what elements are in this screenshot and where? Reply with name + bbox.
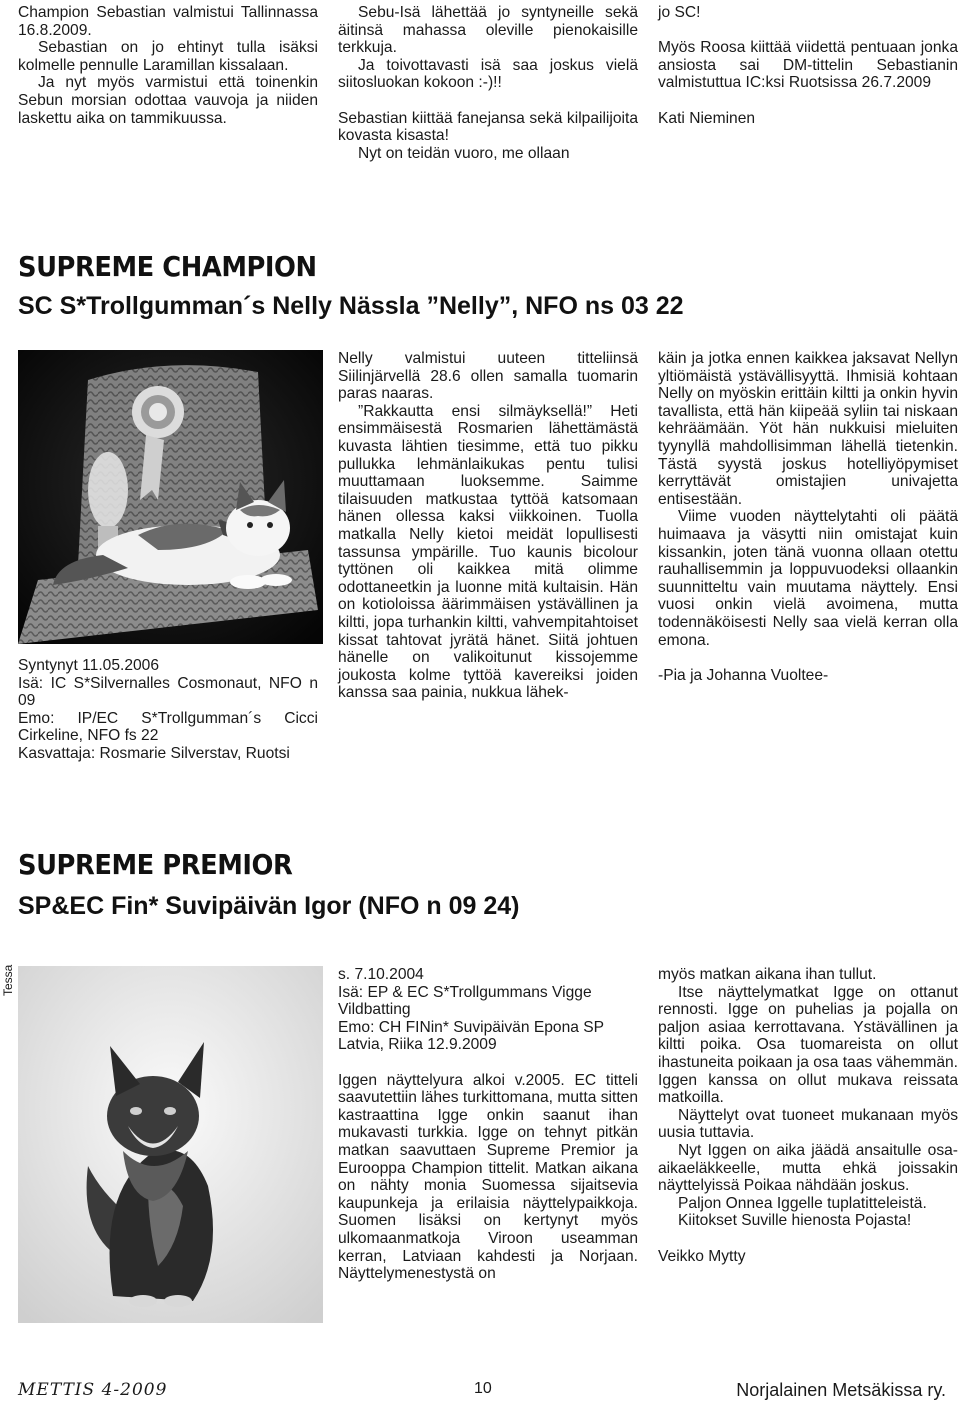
info-line: Kasvattaja: Rosmarie Silverstav, Ruotsi: [18, 744, 290, 762]
section1-column-2: [338, 350, 638, 702]
signature: -Pia ja Johanna Vuoltee-: [658, 666, 829, 684]
paragraph: myös matkan aikana ihan tullut.: [658, 966, 877, 983]
info-line: Isä: EP & EC S*Trollgummans Vigge Vildbatting: [338, 983, 592, 1019]
paragraph: Sebastian kiittää fanejansa sekä kilpailijoita kovasta kisasta!: [338, 109, 638, 145]
photo-credit: Tessa: [1, 964, 15, 996]
paragraph: Paljon Onnea Iggelle tuplatitteleistä.: [678, 1194, 927, 1212]
paragraph: Ja toivottavasti isä saa joskus vielä siitosluokan kokoon :-)!!: [338, 56, 638, 92]
paragraph: Ja nyt myös varmistui että toinenkin Sebun morsian odottaa vauvoja ja niiden laskettu aika on tammikuussa.: [18, 74, 318, 127]
cat-photo-illustration: [18, 350, 323, 644]
page-number: 10: [474, 1380, 492, 1397]
paragraph: Viime vuoden näyttelytahti oli päätä huimaava ja väsytti niin omistajat kuin kissankin, joten tänä vuonna ollaan otettu rauhallisemmin ja loppuvuodeksi ollaankin suunnitteltu vain muutama näyttely. Ensi vuosi onkin vielä avoimena, mutta todennäköisesti Nelly saa vielä kerran olla emona.: [658, 508, 958, 649]
paragraph: Nyt Iggen on aika jäädä ansaitulle osa-aikaeläkkeelle, mutta ehkä joissakin näyttelyissä Poikaa nähdään joskus.: [658, 1141, 958, 1195]
paragraph: Nyt on teidän vuoro, me ollaan: [358, 144, 570, 162]
section-subtitle: SP&EC Fin* Suvipäivän Igor (NFO n 09 24): [18, 892, 520, 920]
cat-info-igor: [338, 966, 638, 1283]
cat-photo-nelly: [18, 350, 323, 644]
section-title: SUPREME PREMIOR: [18, 848, 293, 881]
publisher-name: Norjalainen Metsäkissa ry.: [736, 1380, 946, 1400]
paragraph: Itse näyttelymatkat Igge on ottanut rennosti. Igge on puhelias ja pojalla on paljon asiaa kerrottavana. Ystävällinen ja kiltti poika. Osa tuomareista on ollut ihastuneita poikaan ja osa taas vähemmän. Iggen kanssa on ollut mukava reissata matkoilla.: [658, 983, 958, 1107]
signature: Kati Nieminen: [658, 109, 756, 127]
section-subtitle: SC S*Trollgumman´s Nelly Nässla ”Nelly”, NFO ns 03 22: [18, 292, 684, 320]
signature: Veikko Mytty: [658, 1247, 746, 1265]
section-title: SUPREME CHAMPION: [18, 250, 317, 283]
paragraph: Iggen näyttelyura alkoi v.2005. EC titteli saavutettiin lähes turkittomana, mutta sitten kastraattina Igge onkin saanut ihan mukavasti turkkia. Igge on tehnyt pitkän matkan saavuttaen Supreme Premior ja Eurooppa Champion tittelit. Matkan aikana on nähty monia Suomessa sijaitsevia kaupunkeja ja erilaisia näyttelypaikkoja. Suomen lisäksi on kertynyt myös ulkomaanmatkoja Viroon useamman kerran, Latviaan kahdesti ja Norjaan. Näyttelymenestystä on: [338, 1071, 638, 1283]
paragraph: Myös Roosa kiittää viidettä pentuaan jonka ansiosta sai DM-tittelin Sebastianin valmistuttua IC:ksi Ruotsissa 26.7.2009: [658, 39, 958, 92]
info-line: Emo: CH FINin* Suvipäivän Epona SP Latvia, Riika 12.9.2009: [338, 1018, 604, 1054]
section1-column-3: [658, 350, 958, 684]
info-line: Syntynyt 11.05.2006: [18, 657, 160, 674]
cat-photo-igor-illustration: [18, 966, 323, 1323]
paragraph: käin ja jotka ennen kaikkea jaksavat Nellyn yltiömäistä ystävällisyyttä. Ihmisiä kohtaan Nelly on myöskin erittäin kiltti ja onkin hyvin tavallista, että hän kiipeää syliin tai niskaan kehräämään. Yöt hän nukkuisi mieluiten tyynyllä mahdollisimman lähellä tietenkin. Tästä syystä joskus hotelliyöpymiset kerryttävät omistajien univajetta entisestään.: [658, 350, 958, 508]
paragraph: Sebu-Isä lähettää jo syntyneille sekä äitinsä mahassa oleville pienokaisille terkkuja.: [338, 4, 638, 57]
top-column-2: [338, 4, 638, 162]
paragraph: Sebastian on jo ehtinyt tulla isäksi kolmelle pennulle Laramillan kissalaan.: [18, 39, 318, 74]
cat-photo-igor: [18, 966, 323, 1323]
paragraph: Champion Sebastian valmistui Tallinnassa 16.8.2009.: [18, 4, 318, 39]
section2-column-3: [658, 966, 958, 1265]
info-line: s. 7.10.2004: [338, 966, 424, 983]
top-column-3: [658, 4, 958, 127]
info-line: Emo: IP/EC S*Trollgumman´s Cicci Cirkeline, NFO fs 22: [18, 709, 318, 745]
paragraph: Nelly valmistui uuteen titteliinsä Siilinjärvellä 28.6 ollen samalla tuomarin paras naaras.: [338, 350, 638, 403]
paragraph: Kiitokset Suville hienosta Pojasta!: [678, 1212, 912, 1230]
magazine-logo: METTIS 4-2009: [18, 1380, 168, 1400]
paragraph: jo SC!: [658, 4, 701, 21]
paragraph: ”Rakkautta ensi silmäyksellä!” Heti ensimmäisestä Rosmarien lähettämästä kuvasta lähtien tiesimme, että tuo pikku pullukka lehmänlaikukas pentu tulisi muuttamaan luoksemme. Saimme tilaisuuden matkustaa tyttöä katsomaan hänen ollessa kaksi viikkoinen. Tuolla matkalla Nelly kietoi meidät lopullisesti tassunsa ympärille. Tuo kaunis bicolour tyttönen oli kaikkea mitä olimme odottaneetkin ja luonne mitä kultaisin. Hän on kotioloissa äärimmäisen ystävällinen ja kiltti, jopa turhankin kiltti, vahvempitahtoiset kissat tahtovat jyrätä hänet. Siitä johtuen hänelle on valikoitunut kissojemme joukosta kolme tyttöä kavereiksi joiden kanssa saa painia, nukkua lähek-: [338, 402, 638, 702]
cat-info-nelly: [18, 657, 318, 763]
paragraph: Näyttelyt ovat tuoneet mukanaan myös uusia tuttavia.: [658, 1106, 958, 1142]
top-column-1: [18, 4, 318, 127]
info-line: Isä: IC S*Silvernalles Cosmonaut, NFO n 09: [18, 674, 318, 710]
